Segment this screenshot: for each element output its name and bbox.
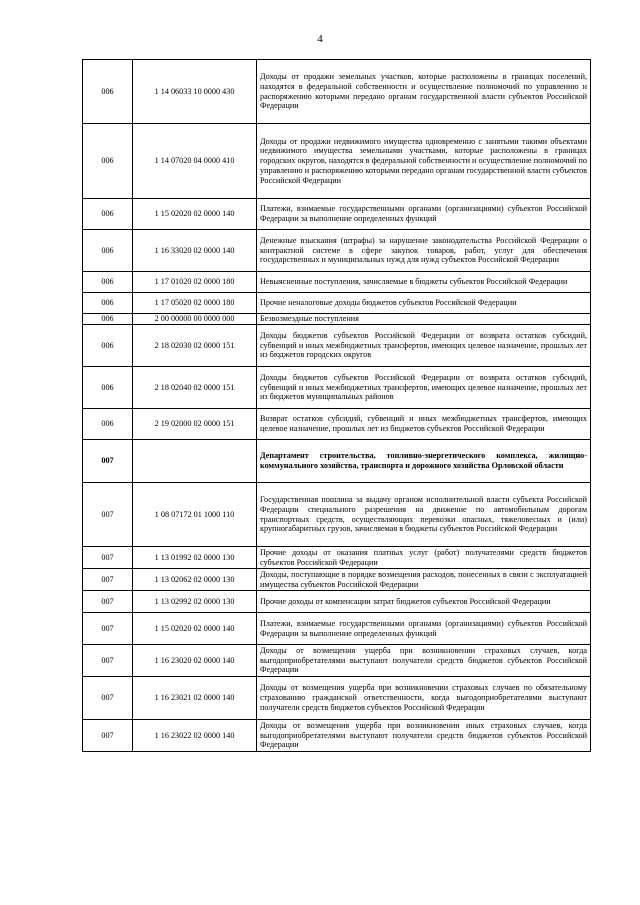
revenue-description-cell: Доходы, поступающие в порядке возмещения расходов, понесенных в связи с эксплуатацией имущества субъектов Российской Федерации [257,569,591,591]
budget-classification-code-cell: 1 13 02992 02 0000 130 [133,591,257,613]
admin-code-cell: 007 [83,440,133,483]
table-row [83,230,591,272]
table-row [83,547,591,569]
table-row [83,483,591,547]
budget-classification-code-cell [133,440,257,483]
table-row [83,60,591,124]
table-row [83,367,591,409]
budget-classification-code-cell: 1 17 05020 02 0000 180 [133,293,257,314]
admin-code-cell: 006 [83,367,133,409]
admin-code-cell: 007 [83,569,133,591]
budget-classification-code-cell: 1 08 07172 01 1000 110 [133,483,257,547]
table-row [83,613,591,645]
table-body [83,60,591,752]
budget-classification-code-cell: 1 14 07020 04 0000 410 [133,124,257,199]
table-row [83,677,591,720]
revenue-description-cell: Денежные взыскания (штрафы) за нарушение законодательства Российской Федерации о контрактной системе в сфере закупок товаров, работ, услуг для обеспечения государственных и муниципальных нужд для нужд субъектов Российской Федерации [257,230,591,272]
admin-code-cell: 006 [83,199,133,230]
revenue-description-cell: Доходы бюджетов субъектов Российской Федерации от возврата остатков субсидий, субвенций и иных межбюджетных трансфертов, имеющих целевое назначение, прошлых лет из бюджетов муниципальных районов [257,367,591,409]
admin-code-cell: 006 [83,272,133,293]
admin-code-cell: 006 [83,409,133,440]
admin-code-cell: 007 [83,645,133,677]
revenue-description-cell: Доходы от возмещения ущерба при возникновении страховых случаев по обязательному страхованию гражданской ответственности, когда выгодоприобретателями выступают получатели средств бюджетов субъектов Российской Федерации [257,677,591,720]
admin-code-cell: 007 [83,677,133,720]
budget-classification-code-cell: 2 19 02000 02 0000 151 [133,409,257,440]
table-row [83,591,591,613]
revenue-description-cell: Невыясненные поступления, зачисляемые в бюджеты субъектов Российской Федерации [257,272,591,293]
revenue-codes-table [82,59,591,752]
budget-classification-code-cell: 1 13 02062 02 0000 130 [133,569,257,591]
admin-code-cell: 007 [83,591,133,613]
budget-classification-code-cell: 1 15 02020 02 0000 140 [133,199,257,230]
revenue-description-cell: Безвозмездные поступления [257,314,591,325]
budget-classification-code-cell: 2 18 02040 02 0000 151 [133,367,257,409]
budget-classification-code-cell: 2 18 02030 02 0000 151 [133,325,257,367]
admin-code-cell: 006 [83,60,133,124]
revenue-description-cell: Прочие доходы от оказания платных услуг (работ) получателями средств бюджетов субъектов Российской Федерации [257,547,591,569]
admin-code-cell: 006 [83,325,133,367]
table-row [83,645,591,677]
table-row [83,272,591,293]
page-number: 4 [317,33,323,45]
revenue-description-cell: Платежи, взимаемые государственными органами (организациями) субъектов Российской Федерации за выполнение определенных функций [257,613,591,645]
budget-classification-code-cell: 1 17 01020 02 0000 180 [133,272,257,293]
admin-code-cell: 006 [83,230,133,272]
admin-code-cell: 007 [83,547,133,569]
budget-classification-code-cell: 1 16 23021 02 0000 140 [133,677,257,720]
table-row [83,569,591,591]
table-row [83,199,591,230]
revenue-description-cell: Государственная пошлина за выдачу органом исполнительной власти субъекта Российской Федерации специального разрешения на движение по автомобильным дорогам транспортных средств, осуществляющих перевозки опасных, тяжеловесных и (или) крупногабаритных грузов, зачисляемая в бюджеты субъектов Российской Федерации [257,483,591,547]
budget-classification-code-cell: 1 16 23020 02 0000 140 [133,645,257,677]
table-row [83,293,591,314]
revenue-description-cell: Доходы от возмещения ущерба при возникновении страховых случаев, когда выгодоприобретателями выступают получатели средств бюджетов субъектов Российской Федерации [257,645,591,677]
revenue-description-cell: Доходы от продажи земельных участков, которые расположены в границах поселений, находятся в федеральной собственности и осуществление полномочий по управлению и распоряжению которыми передано органам государственной власти субъектов Российской Федерации [257,60,591,124]
budget-classification-code-cell: 1 13 01992 02 0000 130 [133,547,257,569]
admin-code-cell: 006 [83,293,133,314]
revenue-description-cell: Прочие неналоговые доходы бюджетов субъектов Российской Федерации [257,293,591,314]
table-row [83,720,591,752]
table-row [83,409,591,440]
budget-classification-code-cell: 1 15 02020 02 0000 140 [133,613,257,645]
revenue-description-cell: Доходы бюджетов субъектов Российской Федерации от возврата остатков субсидий, субвенций и иных межбюджетных трансфертов, имеющих целевое назначение, прошлых лет из бюджетов городских округов [257,325,591,367]
budget-classification-code-cell: 1 16 33020 02 0000 140 [133,230,257,272]
admin-code-cell: 007 [83,720,133,752]
admin-code-cell: 007 [83,483,133,547]
budget-classification-code-cell: 2 00 00000 00 0000 000 [133,314,257,325]
revenue-description-cell: Доходы от возмещения ущерба при возникновении иных страховых случаев, когда выгодоприобретателями выступают получатели средств бюджетов субъектов Российской Федерации [257,720,591,752]
table-row [83,440,591,483]
budget-classification-code-cell: 1 16 23022 02 0000 140 [133,720,257,752]
admin-code-cell: 007 [83,613,133,645]
table-row [83,325,591,367]
revenue-description-cell: Прочие доходы от компенсации затрат бюджетов субъектов Российской Федерации [257,591,591,613]
revenue-description-cell: Возврат остатков субсидий, субвенций и иных межбюджетных трансфертов, имеющих целевое назначение, прошлых лет из бюджетов субъектов Российской Федерации [257,409,591,440]
revenue-description-cell: Платежи, взимаемые государственными органами (организациями) субъектов Российской Федерации за выполнение определенных функций [257,199,591,230]
revenue-description-cell: Доходы от продажи недвижимого имущества одновременно с занятыми такими объектами недвижимого имущества земельными участками, которые расположены в границах городских округов, находятся в федеральной собственности и осуществление полномочий по управлению и распоряжению которыми передано органам государственной власти субъектов Российской Федерации [257,124,591,199]
table-row [83,314,591,325]
revenue-description-cell: Департамент строительства, топливно-энергетического комплекса, жилищно-коммунального хозяйства, транспорта и дорожного хозяйства Орловской области [257,440,591,483]
budget-classification-code-cell: 1 14 06033 10 0000 430 [133,60,257,124]
admin-code-cell: 006 [83,124,133,199]
admin-code-cell: 006 [83,314,133,325]
table-row [83,124,591,199]
